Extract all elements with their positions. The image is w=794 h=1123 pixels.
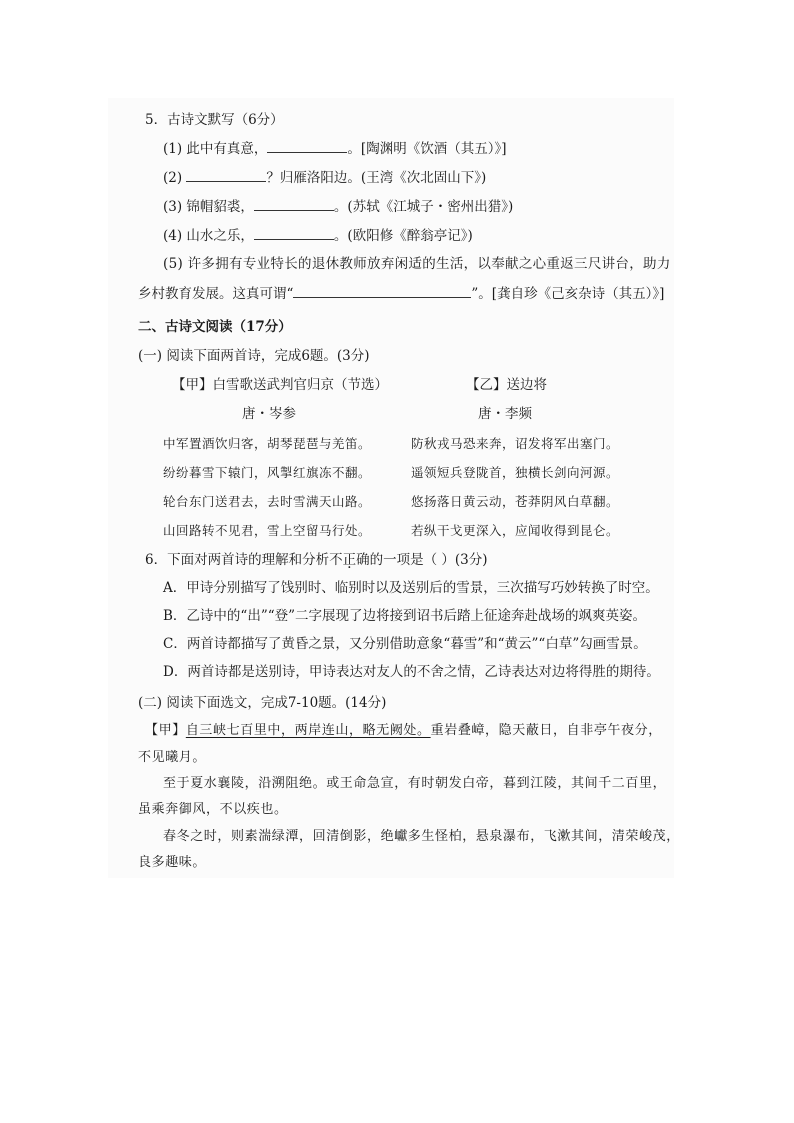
poem-b-line: 若纵干戈更深入，应闻收得到昆仑。 bbox=[411, 523, 620, 538]
poem-b-line: 防秋戎马恐来奔，诏发将军出塞门。 bbox=[411, 436, 620, 451]
section-2-title: 二、古诗文阅读（17分） bbox=[138, 319, 292, 335]
poem-b-author: 唐・李频 bbox=[478, 406, 532, 422]
emphasis-text: 不正确 bbox=[329, 552, 370, 568]
poem-b-title: 【乙】送边将 bbox=[466, 377, 547, 393]
q6-stem: 6．下面对两首诗的理解和分析不正确的一项是（ ）(3分) bbox=[145, 552, 488, 568]
passage-para-3-line-1: 春冬之时，则素湍绿潭，回清倒影，绝巘多生怪柏，悬泉瀑布，飞漱其间，清荣峻茂， bbox=[163, 829, 680, 844]
q6-option-b[interactable]: B．乙诗中的“出”“登”二字展现了边将接到诏书后踏上征途奔赴战场的飒爽英姿。 bbox=[163, 608, 647, 624]
poem-b-line: 遥领短兵登陇首，独横长剑向河源。 bbox=[411, 465, 620, 480]
passage-para-1-line-2: 不见曦月。 bbox=[138, 750, 207, 765]
poem-b-line: 悠扬落日黄云动，苍莽阴风白草翻。 bbox=[411, 494, 620, 509]
q5-item-2: (2) ？归雁洛阳边。(王湾《次北固山下》) bbox=[163, 167, 486, 188]
answer-blank[interactable] bbox=[293, 283, 471, 298]
answer-blank[interactable] bbox=[254, 196, 334, 211]
poem-a-line: 纷纷暮雪下辕门，风掣红旗冻不翻。 bbox=[163, 465, 372, 480]
q5-item-3: (3) 锦帽貂裘， 。(苏轼《江城子・密州出猎》) bbox=[163, 196, 513, 217]
part-1-instruction: (一) 阅读下面两首诗，完成6题。(3分) bbox=[138, 348, 370, 364]
poem-a-line: 山回路转不见君，雪上空留马行处。 bbox=[163, 523, 372, 538]
q5-item-5-line1: (5) 许多拥有专业特长的退休教师放弃闲适的生活，以奉献之心重返三尺讲台，助力 bbox=[163, 256, 671, 272]
answer-blank[interactable] bbox=[254, 225, 334, 240]
passage-para-3-line-2: 良多趣味。 bbox=[138, 855, 207, 870]
passage-para-2-line-1: 至于夏水襄陵，沿溯阻绝。或王命急宣，有时朝发白帝，暮到江陵，其间千二百里， bbox=[163, 776, 667, 791]
poem-a-author: 唐・岑参 bbox=[242, 406, 296, 422]
q6-option-c[interactable]: C．两首诗都描写了黄昏之景，又分别借助意象“暮雪”和“黄云”“白草”勾画雪景。 bbox=[163, 636, 647, 652]
answer-blank[interactable] bbox=[186, 167, 266, 182]
poem-a-title: 【甲】白雪歌送武判官归京（节选） bbox=[172, 377, 388, 393]
q5-item-5-line2: 乡村教育发展。这真可谓“ ”。[龚自珍《己亥杂诗（其五）》] bbox=[138, 283, 664, 304]
poem-a-line: 轮台东门送君去，去时雪满天山路。 bbox=[163, 494, 372, 509]
q6-option-a[interactable]: A．甲诗分别描写了饯别时、临别时以及送别后的雪景，三次描写巧妙转换了时空。 bbox=[163, 580, 659, 596]
part-2-instruction: (二) 阅读下面选文，完成7-10题。(14分) bbox=[138, 695, 387, 711]
q5-item-4: (4) 山水之乐， 。(欧阳修《醉翁亭记》) bbox=[163, 225, 473, 246]
passage-para-2-line-2: 虽乘奔御风，不以疾也。 bbox=[138, 802, 288, 817]
poem-a-line: 中军置酒饮归客，胡琴琵琶与羌笛。 bbox=[163, 436, 372, 451]
q5-item-1: (1) 此中有真意， 。[陶渊明《饮酒（其五）》] bbox=[163, 138, 506, 159]
underlined-sentence: 自三峡七百里中，两岸连山，略无阙处。 bbox=[185, 723, 431, 738]
answer-blank[interactable] bbox=[267, 138, 347, 153]
q6-option-d[interactable]: D．两首诗都是送别诗，甲诗表达对友人的不舍之情，乙诗表达对边将得胜的期待。 bbox=[163, 664, 660, 680]
passage-para-1-line-1: 【甲】自三峡七百里中，两岸连山，略无阙处。重岩叠嶂，隐天蔽日，自非亭午夜分， bbox=[145, 723, 662, 738]
q5-title: 5．古诗文默写（6分） bbox=[145, 112, 284, 128]
